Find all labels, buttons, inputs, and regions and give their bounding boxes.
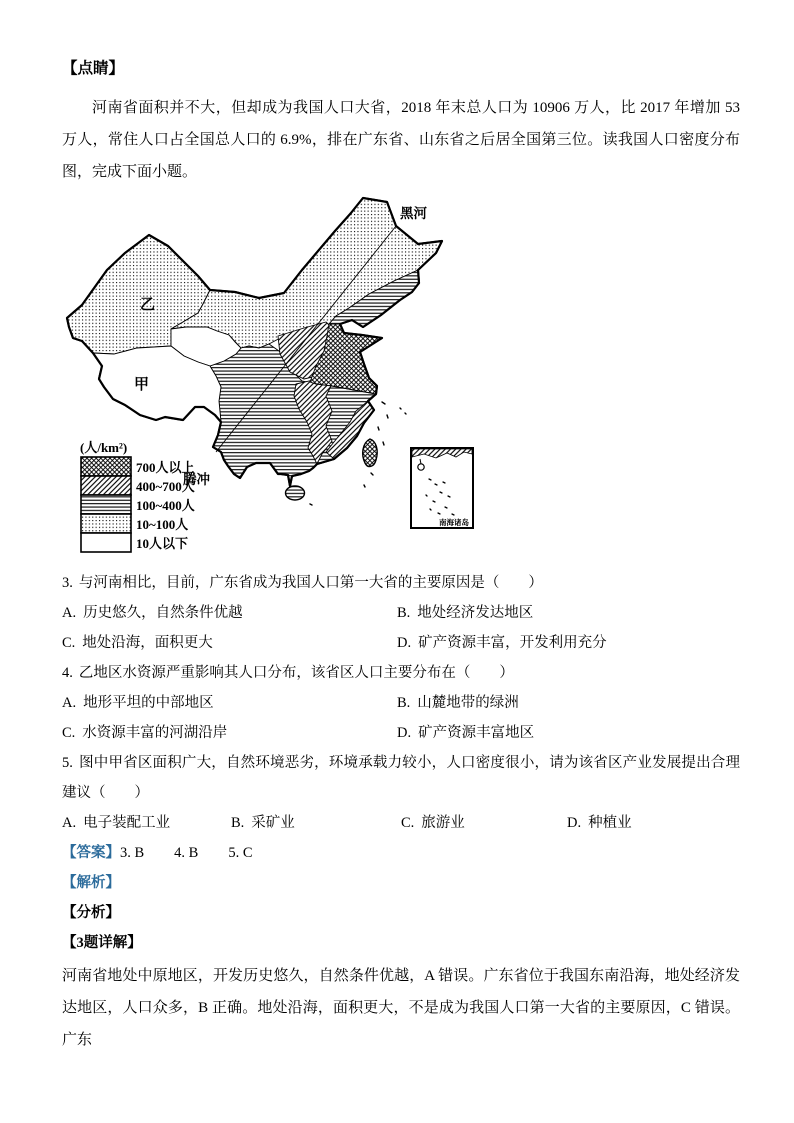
option-3b — [397, 598, 533, 628]
option-3c — [62, 628, 397, 658]
map-label-jia: 甲 — [134, 377, 150, 393]
legend-swatch-under10 — [81, 533, 131, 552]
legend-label-10-100: 10~100人 — [136, 517, 189, 532]
question-3-options-row-2 — [62, 628, 740, 658]
answer-label: 【答案】 — [62, 845, 120, 861]
question-4-stem — [62, 658, 740, 688]
jiexi-header: 【解析】 — [62, 875, 120, 891]
option-text: 山麓地带的绿洲 — [417, 695, 519, 711]
detail-3-text: 河南省地处中原地区，开发历史悠久，自然条件优越，A 错误。广东省位于我国东南沿海，地处经济发达地区，人口众多，B 正确。地处沿海，面积更大，不是成为我国人口第一大省的主要原因，C 错误。广东 — [62, 968, 740, 1048]
option-5b — [231, 808, 401, 838]
question-4 — [62, 658, 740, 748]
map-label-heihe: 黑河 — [400, 206, 427, 221]
question-5-stem — [62, 748, 740, 808]
option-5a — [62, 808, 231, 838]
option-text: 旅游业 — [421, 815, 465, 831]
option-key: A. — [62, 695, 77, 711]
legend-swatch-700plus — [81, 457, 131, 476]
legend-swatch-100-400 — [81, 495, 131, 514]
map-legend — [80, 440, 195, 552]
south-china-sea-inset — [411, 448, 473, 528]
option-text: 地形平坦的中部地区 — [83, 695, 214, 711]
taiwan-island — [363, 439, 377, 467]
hainan-island — [286, 486, 305, 500]
legend-label-under10: 10人以下 — [136, 536, 189, 551]
document-content — [62, 58, 740, 1056]
option-5d — [567, 808, 632, 838]
map-label-tengchong: 腾冲 — [183, 472, 210, 487]
option-5c — [401, 808, 567, 838]
option-key: A. — [62, 605, 77, 621]
option-4d — [397, 718, 534, 748]
legend-label-700plus: 700人以上 — [136, 460, 195, 475]
intro-paragraph: 河南省面积并不大，但却成为我国人口大省，2018 年末总人口为 10906 万人，比 2017 年增加 53 万人，常住人口占全国总人口的 6.9%，排在广东省、山东省之后居全国第三位。读我国人口密度分布图，完成下面小题。 — [62, 100, 740, 180]
question-4-options-row-2 — [62, 718, 740, 748]
option-key: B. — [397, 695, 411, 711]
legend-swatch-10-100 — [81, 514, 131, 533]
answer-q3: 3. B — [120, 845, 145, 861]
option-text: 地处经济发达地区 — [417, 605, 534, 621]
option-text: 种植业 — [588, 815, 632, 831]
fenxi-header: 【分析】 — [62, 905, 120, 921]
question-text: 图中甲省区面积广大，自然环境恶劣，环境承载力较小，人口密度很小，请为该省区产业发展提出合理建议（ ） — [62, 755, 740, 801]
option-key: D. — [397, 725, 412, 741]
option-text: 地处沿海，面积更大 — [82, 635, 213, 651]
question-3-stem — [62, 568, 740, 598]
option-3d — [397, 628, 607, 658]
option-4b — [397, 688, 519, 718]
question-3-options-row-1 — [62, 598, 740, 628]
map-label-yi: 乙 — [140, 297, 156, 313]
china-map-svg — [64, 196, 488, 566]
legend-swatch-400-700 — [81, 476, 131, 495]
option-key: B. — [231, 815, 245, 831]
question-text: 乙地区水资源严重影响其人口分布，该省区人口主要分布在（ ） — [78, 665, 514, 681]
legend-label-100-400: 100~400人 — [136, 498, 195, 513]
question-4-options-row-1 — [62, 688, 740, 718]
option-key: A. — [62, 815, 77, 831]
legend-title: (人/km²) — [80, 440, 128, 455]
option-text: 电子装配工业 — [83, 815, 171, 831]
inset-caption: 南海诸岛 — [439, 518, 469, 527]
option-text: 水资源丰富的河湖沿岸 — [82, 725, 228, 741]
section-header-dianjing: 【点睛】 — [62, 60, 125, 77]
option-key: D. — [567, 815, 582, 831]
question-3 — [62, 568, 740, 658]
option-4c — [62, 718, 397, 748]
question-number: 4. — [62, 665, 73, 681]
option-text: 矿产资源丰富，开发利用充分 — [418, 635, 607, 651]
question-5 — [62, 748, 740, 838]
detail-3-header: 【3题详解】 — [62, 935, 142, 951]
question-5-options-row — [62, 808, 740, 838]
option-key: C. — [62, 635, 76, 651]
answer-row — [62, 838, 740, 868]
question-number: 3. — [62, 575, 73, 591]
option-key: C. — [62, 725, 76, 741]
question-text: 与河南相比，目前，广东省成为我国人口第一大省的主要原因是（ ） — [78, 575, 543, 591]
option-text: 采矿业 — [251, 815, 295, 831]
answer-q5: 5. C — [228, 845, 253, 861]
option-3a — [62, 598, 397, 628]
option-text: 历史悠久，自然条件优越 — [83, 605, 243, 621]
population-density-map — [64, 196, 740, 568]
option-4a — [62, 688, 397, 718]
legend-label-400-700: 400~700人 — [136, 479, 195, 494]
option-key: C. — [401, 815, 415, 831]
option-key: D. — [397, 635, 412, 651]
question-number: 5. — [62, 755, 73, 771]
option-key: B. — [397, 605, 411, 621]
option-text: 矿产资源丰富地区 — [418, 725, 535, 741]
answer-q4: 4. B — [174, 845, 199, 861]
